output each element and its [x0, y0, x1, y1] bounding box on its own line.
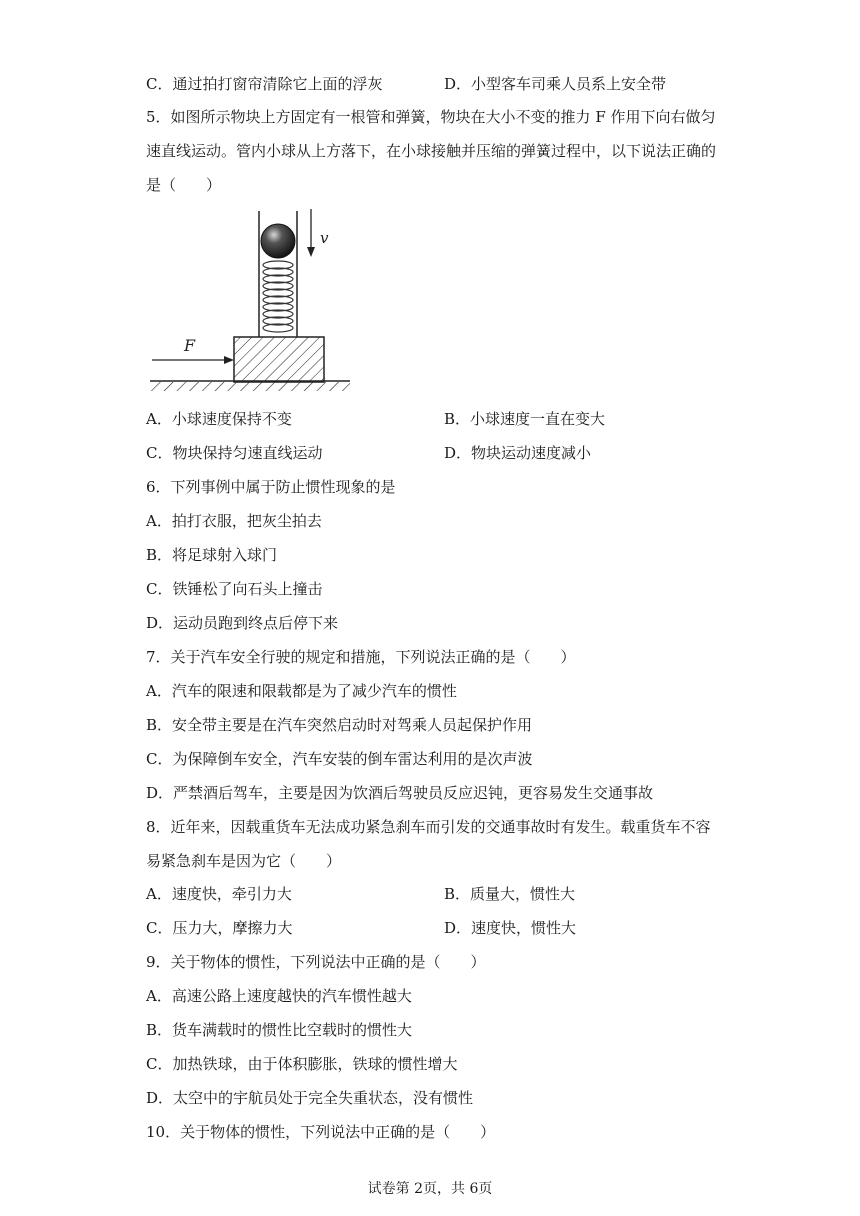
q6-option-d: D．运动员跑到终点后停下来 — [146, 614, 339, 632]
q6-option-a: A．拍打衣服，把灰尘拍去 — [146, 512, 322, 530]
q5-stem-line2: 速直线运动。管内小球从上方落下，在小球接触并压缩的弹簧过程中，以下说法正确的 — [146, 142, 717, 160]
q7-option-b: B．安全带主要是在汽车突然启动时对驾乘人员起保护作用 — [146, 716, 533, 734]
spring — [263, 261, 293, 332]
q6-option-b: B．将足球射入球门 — [146, 546, 278, 564]
ground-hatch — [150, 382, 350, 391]
q7-option-a: A．汽车的限速和限载都是为了减少汽车的惯性 — [146, 682, 457, 700]
q7-option-d: D．严禁酒后驾车，主要是因为饮酒后驾驶员反应迟钝，更容易发生交通事故 — [146, 784, 654, 802]
q8-option-a: A．速度快，牵引力大 — [146, 885, 292, 903]
label-F: F — [184, 336, 196, 355]
q10-stem: 10．关于物体的惯性，下列说法中正确的是（ ） — [146, 1123, 496, 1141]
q7-stem: 7．关于汽车安全行驶的规定和措施，下列说法正确的是（ ） — [146, 648, 576, 666]
q8-option-d: D．速度快，惯性大 — [444, 919, 577, 937]
q4-option-d: D．小型客车司乘人员系上安全带 — [444, 75, 667, 93]
force-arrowhead — [224, 356, 234, 364]
q6-stem: 6．下列事例中属于防止惯性现象的是 — [146, 478, 396, 496]
q8-option-c: C．压力大，摩擦力大 — [146, 919, 293, 937]
q6-option-c: C．铁锤松了向石头上撞击 — [146, 580, 323, 598]
velocity-arrowhead — [307, 247, 315, 257]
page-footer: 试卷第 2页，共 6页 — [367, 1181, 493, 1197]
q5-stem-line1: 5．如图所示物块上方固定有一根管和弹簧，物块在大小不变的推力 F 作用下向右做匀 — [146, 108, 716, 126]
q9-stem: 9．关于物体的惯性，下列说法中正确的是（ ） — [146, 953, 486, 971]
q9-option-c: C．加热铁球，由于体积膨胀，铁球的惯性增大 — [146, 1055, 458, 1073]
q9-option-d: D．太空中的宇航员处于完全失重状态，没有惯性 — [146, 1089, 474, 1107]
block — [234, 337, 324, 382]
q5-option-b: B．小球速度一直在变大 — [444, 410, 606, 428]
ball — [261, 224, 295, 258]
q5-option-d: D．物块运动速度减小 — [444, 444, 592, 462]
q4-option-c: C．通过拍打窗帘清除它上面的浮灰 — [146, 75, 383, 93]
q9-option-b: B．货车满载时的惯性比空载时的惯性大 — [146, 1021, 413, 1039]
q7-option-c: C．为保障倒车安全，汽车安装的倒车雷达利用的是次声波 — [146, 750, 533, 768]
q8-option-b: B．质量大，惯性大 — [444, 885, 576, 903]
q8-stem-line1: 8．近年来，因载重货车无法成功紧急刹车而引发的交通事故时有发生。载重货车不容 — [146, 818, 711, 836]
q8-stem-line2: 易紧急刹车是因为它（ ） — [146, 852, 342, 870]
q5-figure — [148, 203, 358, 398]
q5-option-c: C．物块保持匀速直线运动 — [146, 444, 323, 462]
label-v: v — [320, 229, 329, 247]
q5-stem-line3: 是（ ） — [146, 176, 222, 194]
q5-option-a: A．小球速度保持不变 — [146, 410, 292, 428]
q9-option-a: A．高速公路上速度越快的汽车惯性越大 — [146, 987, 412, 1005]
